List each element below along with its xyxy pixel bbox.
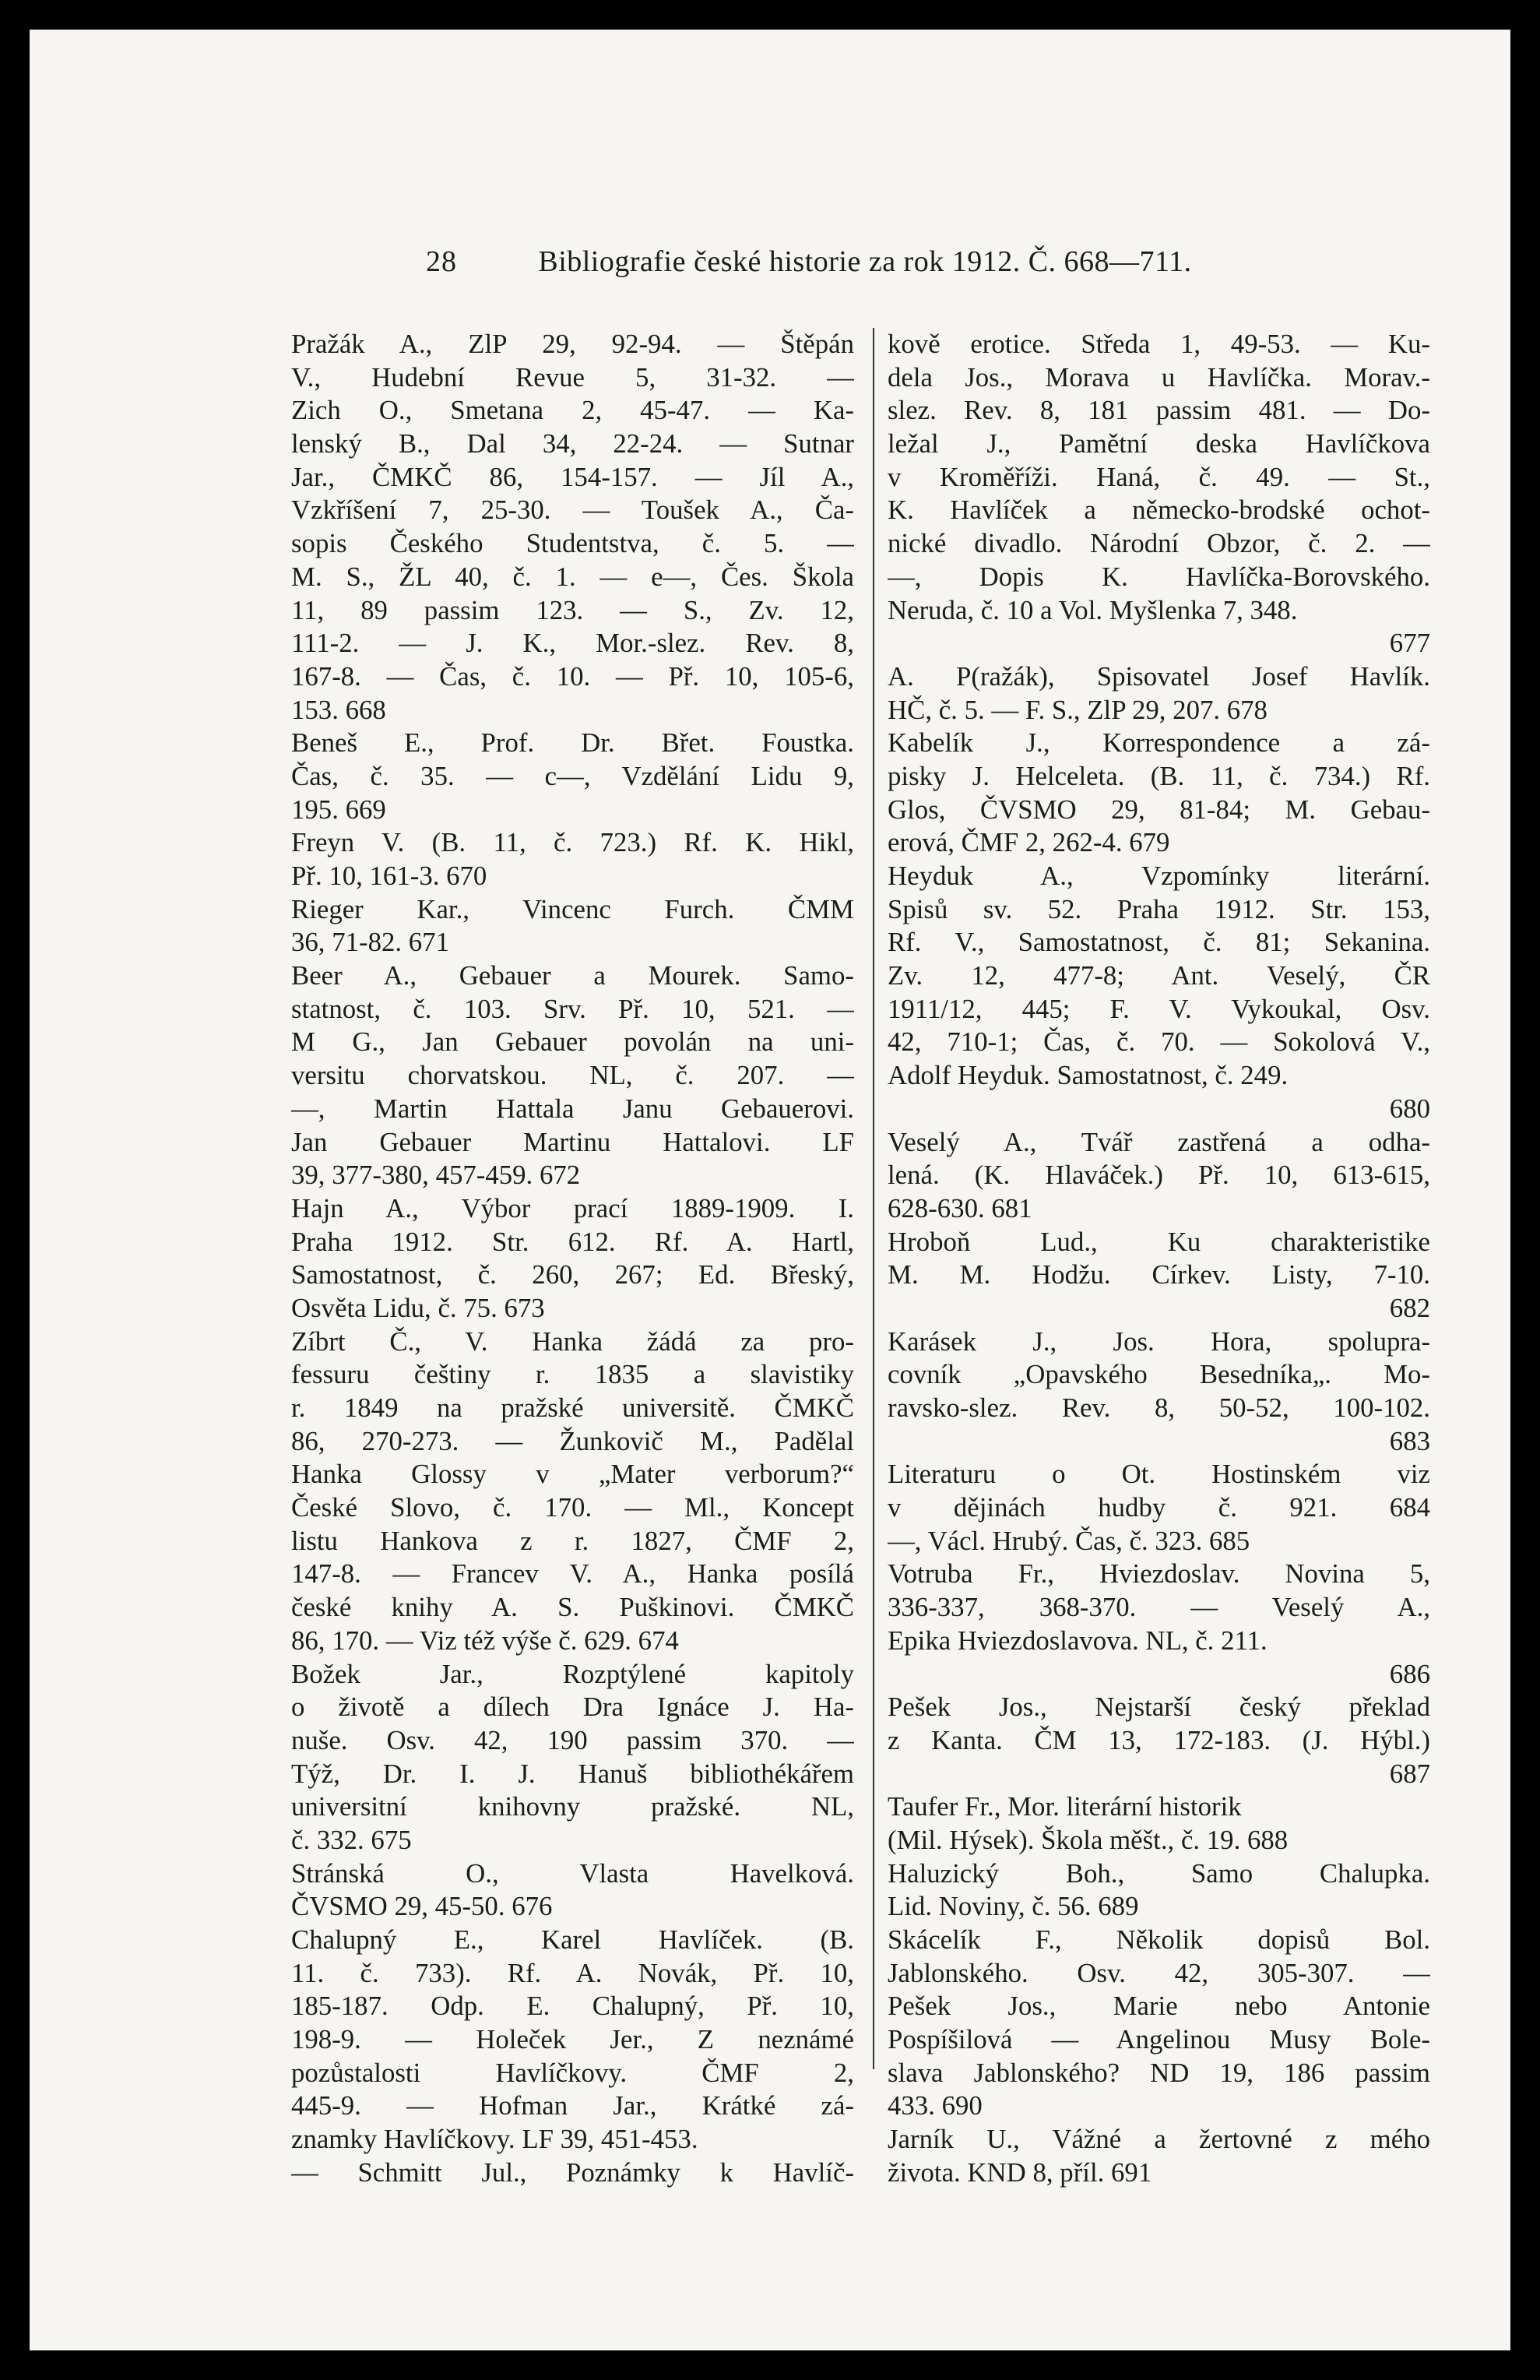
text-line: versitu chorvatskou. NL, č. 207. — [291, 1060, 854, 1091]
text-line: Epika Hviezdoslavova. NL, č. 211. [888, 1625, 1268, 1656]
text-line: lenský B., Dal 34, 22-24. — Sutnar [291, 428, 854, 459]
text-line: r. 1849 na pražské universitě. ČMKČ [291, 1392, 854, 1423]
text-line: Zv. 12, 477-8; Ant. Veselý, ČR [888, 960, 1430, 991]
text-line: pisky J. Helceleta. (B. 11, č. 734.) Rf. [888, 760, 1430, 791]
text-line: Praha 1912. Str. 612. Rf. A. Hartl, [291, 1226, 854, 1257]
text-line: Kabelík J., Korrespondence a zá- [888, 727, 1430, 759]
text-line: Glos, ČVSMO 29, 81-84; M. Gebau- [888, 794, 1430, 825]
text-line: 198-9. — Holeček Jer., Z neznámé [291, 2024, 854, 2055]
text-line: Veselý A., Tvář zastřená a odha- [888, 1126, 1430, 1157]
column-divider [873, 328, 874, 2069]
text-line: Beneš E., Prof. Dr. Břet. Foustka. [291, 727, 854, 759]
text-line: nuše. Osv. 42, 190 passim 370. — [291, 1724, 854, 1755]
text-line: Beer A., Gebauer a Mourek. Samo- [291, 960, 854, 991]
text-line: slava Jablonského? ND 19, 186 passim [888, 2057, 1430, 2088]
text-line: Taufer Fr., Mor. literární historik [888, 1791, 1242, 1822]
text-line: Karásek J., Jos. Hora, spolupra- [888, 1326, 1430, 1357]
text-line: Př. 10, 161-3. 670 [291, 861, 487, 891]
running-title: Bibliografie české historie za rok 1912. Č. 668—711. [538, 245, 1192, 278]
text-line: v Kroměříži. Haná, č. 49. — St., [888, 461, 1430, 492]
text-line: 680 [1389, 1093, 1430, 1124]
book-page [30, 30, 1510, 2350]
text-line: nické divadlo. Národní Obzor, č. 2. — [888, 528, 1430, 559]
text-line: z Kanta. ČM 13, 172-183. (J. Hýbl.) [888, 1724, 1430, 1755]
text-line: A. P(ražák), Spisovatel Josef Havlík. [888, 660, 1430, 692]
text-line: v dějinách hudby č. 921. 684 [888, 1492, 1430, 1523]
text-line: Samostatnost, č. 260, 267; Ed. Břeský, [291, 1259, 854, 1290]
text-line: Lid. Noviny, č. 56. 689 [888, 1891, 1139, 1922]
text-line: Pešek Jos., Marie nebo Antonie [888, 1991, 1430, 2022]
text-line: 687 [1389, 1758, 1430, 1789]
text-line: 153. 668 [291, 694, 386, 725]
text-line: Rieger Kar., Vincenc Furch. ČMM [291, 893, 854, 924]
text-line: sopis Českého Studentstva, č. 5. — [291, 528, 854, 559]
text-line: 39, 377-380, 457-459. 672 [291, 1160, 581, 1191]
text-line: fessuru češtiny r. 1835 a slavistiky [291, 1359, 854, 1390]
text-line: K. Havlíček a německo-brodské ochot- [888, 495, 1430, 526]
text-line: 433. 690 [888, 2090, 983, 2121]
text-line: 86, 270-273. — Žunkovič M., Padělal [291, 1425, 854, 1456]
text-line: lená. (K. Hlaváček.) Př. 10, 613-615, [888, 1160, 1430, 1191]
text-line: 147-8. — Francev V. A., Hanka posílá [291, 1558, 854, 1590]
left-text-column [291, 328, 854, 2190]
text-line: Zíbrt Č., V. Hanka žádá za pro- [291, 1326, 854, 1357]
text-line: Vzkříšení 7, 25-30. — Toušek A., Ča- [291, 495, 854, 526]
text-line: Freyn V. (B. 11, č. 723.) Rf. K. Hikl, [291, 827, 854, 858]
text-line: Hajn A., Výbor prací 1889-1909. I. [291, 1192, 854, 1223]
text-line: Stránská O., Vlasta Havelková. [291, 1857, 854, 1889]
text-line: 682 [1389, 1292, 1430, 1323]
text-line: života. KND 8, příl. 691 [888, 2156, 1152, 2188]
text-line: 36, 71-82. 671 [291, 927, 449, 958]
text-line: M. S., ŽL 40, č. 1. — e—, Čes. Škola [291, 561, 854, 592]
text-line: ležal J., Pamětní deska Havlíčkova [888, 428, 1430, 459]
text-line: covník „Opavského Besedníka„. Mo- [888, 1359, 1430, 1390]
text-line: statnost, č. 103. Srv. Př. 10, 521. — [291, 993, 854, 1024]
text-line: V., Hudební Revue 5, 31-32. — [291, 361, 854, 393]
text-line: dela Jos., Morava u Havlíčka. Morav.- [888, 361, 1430, 393]
text-line: Literaturu o Ot. Hostinském viz [888, 1459, 1430, 1490]
text-line: Jar., ČMKČ 86, 154-157. — Jíl A., [291, 461, 854, 492]
text-line: Spisů sv. 52. Praha 1912. Str. 153, [888, 893, 1430, 924]
text-line: č. 332. 675 [291, 1824, 412, 1855]
text-line: Haluzický Boh., Samo Chalupka. [888, 1857, 1430, 1889]
text-line: Heyduk A., Vzpomínky literární. [888, 861, 1430, 891]
text-line: 11. č. 733). Rf. A. Novák, Př. 10, [291, 1957, 854, 1988]
text-line: universitní knihovny pražské. NL, [291, 1791, 854, 1822]
text-line: České Slovo, č. 170. — Ml., Koncept [291, 1492, 854, 1523]
text-line: 336-337, 368-370. — Veselý A., [888, 1592, 1430, 1623]
text-line: kově erotice. Středa 1, 49-53. — Ku- [888, 329, 1430, 359]
text-line: Votruba Fr., Hviezdoslav. Novina 5, [888, 1558, 1430, 1590]
text-line: —, Václ. Hrubý. Čas, č. 323. 685 [888, 1525, 1250, 1556]
text-line: 111-2. — J. K., Mor.-slez. Rev. 8, [291, 628, 854, 659]
text-line: —, Martin Hattala Janu Gebauerovi. [291, 1093, 854, 1124]
text-line: Božek Jar., Rozptýlené kapitoly [291, 1658, 854, 1689]
text-line: 11, 89 passim 123. — S., Zv. 12, [291, 594, 854, 625]
text-line: slez. Rev. 8, 181 passim 481. — Do- [888, 395, 1430, 426]
page-header [30, 245, 1510, 291]
text-line: 683 [1389, 1425, 1430, 1456]
text-line: Chalupný E., Karel Havlíček. (B. [291, 1924, 854, 1955]
text-line: Pražák A., ZlP 29, 92-94. — Štěpán [291, 329, 854, 359]
text-line: znamky Havlíčkovy. LF 39, 451-453. [291, 2124, 698, 2155]
text-line: Zich O., Smetana 2, 45-47. — Ka- [291, 395, 854, 426]
text-line: erová, ČMF 2, 262-4. 679 [888, 827, 1170, 858]
text-line: 686 [1389, 1658, 1430, 1689]
right-text-column [888, 328, 1430, 2190]
text-line: (Mil. Hýsek). Škola měšt., č. 19. 688 [888, 1824, 1289, 1855]
text-line: Jablonského. Osv. 42, 305-307. — [888, 1957, 1430, 1988]
text-line: Skácelík F., Několik dopisů Bol. [888, 1924, 1430, 1955]
text-line: HČ, č. 5. — F. S., ZlP 29, 207. 678 [888, 694, 1268, 725]
text-line: 628-630. 681 [888, 1192, 1032, 1223]
text-line: Pospíšilová — Angelinou Musy Bole- [888, 2024, 1430, 2055]
text-line: Týž, Dr. I. J. Hanuš bibliothékářem [291, 1758, 854, 1789]
text-line: Hanka Glossy v „Mater verborum?“ [291, 1459, 854, 1490]
text-line: ČVSMO 29, 45-50. 676 [291, 1891, 553, 1922]
text-line: — Schmitt Jul., Poznámky k Havlíč- [291, 2156, 854, 2188]
text-line: —, Dopis K. Havlíčka-Borovského. [888, 561, 1430, 592]
text-line: 677 [1389, 628, 1430, 659]
text-line: M. M. Hodžu. Církev. Listy, 7-10. [888, 1259, 1430, 1290]
text-line: Hroboň Lud., Ku charakteristike [888, 1226, 1430, 1257]
text-line: Rf. V., Samostatnost, č. 81; Sekanina. [888, 927, 1430, 958]
text-line: 86, 170. — Viz též výše č. 629. 674 [291, 1625, 679, 1656]
text-line: listu Hankova z r. 1827, ČMF 2, [291, 1525, 854, 1556]
text-line: Čas, č. 35. — c—, Vzdělání Lidu 9, [291, 760, 854, 791]
text-line: české knihy A. S. Puškinovi. ČMKČ [291, 1592, 854, 1623]
text-line: Jan Gebauer Martinu Hattalovi. LF [291, 1126, 854, 1157]
text-line: o životě a dílech Dra Ignáce J. Ha- [291, 1692, 854, 1723]
text-line: M G., Jan Gebauer povolán na uni- [291, 1026, 854, 1058]
text-line: ravsko-slez. Rev. 8, 50-52, 100-102. [888, 1392, 1430, 1423]
text-line: Pešek Jos., Nejstarší český překlad [888, 1692, 1430, 1723]
text-line: 195. 669 [291, 794, 386, 825]
page-number: 28 [426, 245, 457, 278]
text-line: 445-9. — Hofman Jar., Krátké zá- [291, 2090, 854, 2121]
text-line: 185-187. Odp. E. Chalupný, Př. 10, [291, 1991, 854, 2022]
text-line: Neruda, č. 10 a Vol. Myšlenka 7, 348. [888, 594, 1298, 625]
text-line: Osvěta Lidu, č. 75. 673 [291, 1292, 545, 1323]
text-line: pozůstalosti Havlíčkovy. ČMF 2, [291, 2057, 854, 2088]
text-line: 167-8. — Čas, č. 10. — Př. 10, 105-6, [291, 660, 854, 692]
text-line: Jarník U., Vážné a žertovné z mého [888, 2124, 1430, 2155]
text-line: 42, 710-1; Čas, č. 70. — Sokolová V., [888, 1026, 1430, 1058]
text-line: Adolf Heyduk. Samostatnost, č. 249. [888, 1060, 1289, 1091]
text-line: 1911/12, 445; F. V. Vykoukal, Osv. [888, 993, 1430, 1024]
